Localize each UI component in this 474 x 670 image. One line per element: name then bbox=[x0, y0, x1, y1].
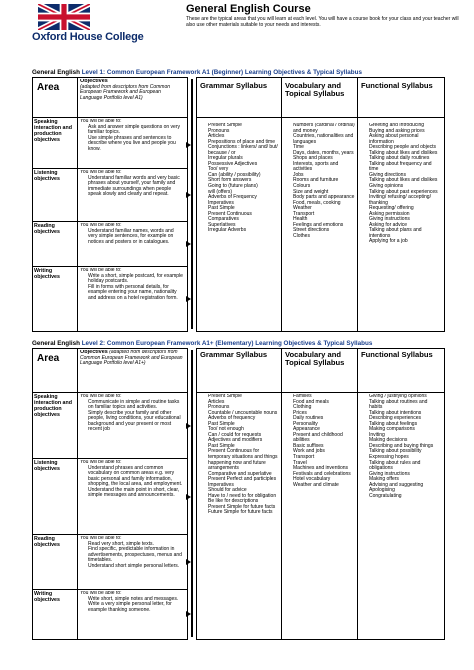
syllabus-item: • Talking about rules and obligations bbox=[369, 461, 442, 472]
level2-writing-objectives bbox=[80, 591, 184, 638]
syllabus-item: • Articles bbox=[208, 134, 280, 140]
level2-writing-label: Writing objectives bbox=[34, 591, 60, 603]
level1-objectives-header bbox=[80, 79, 184, 117]
syllabus-item: • Families bbox=[293, 394, 357, 400]
level2-functional-head: Functional Syllabus bbox=[361, 350, 433, 359]
syllabus-item: • Too/ very bbox=[208, 167, 280, 173]
syllabus-item: • Making offers bbox=[369, 477, 442, 483]
arrow-icon bbox=[186, 192, 191, 198]
syllabus-item: • Size and weight bbox=[293, 190, 357, 196]
syllabus-item: • Feelings and emotions bbox=[293, 223, 357, 229]
syllabus-item: • Present Continuous bbox=[208, 212, 280, 218]
syllabus-item: • Making comparisons bbox=[369, 427, 442, 433]
level1-grammar-head: Grammar Syllabus bbox=[200, 81, 268, 90]
syllabus-item: • Past Simple bbox=[208, 206, 280, 212]
syllabus-item: • Advising and suggesting bbox=[369, 483, 442, 489]
level1-writing-objectives bbox=[80, 268, 184, 330]
level1-grammar-list bbox=[200, 123, 280, 329]
level2-objectives-header bbox=[80, 350, 184, 392]
syllabus-item: • Can / could for requests bbox=[208, 433, 280, 439]
syllabus-item: • Numbers (cardinal / ordinal) and money bbox=[293, 123, 357, 134]
syllabus-item: • Talking about likes and dislikes bbox=[369, 151, 442, 157]
syllabus-item: • Street directions bbox=[293, 228, 357, 234]
syllabus-item: • Comparatives bbox=[208, 217, 280, 223]
syllabus-item: • Have to / need to for obligation bbox=[208, 494, 280, 500]
syllabus-item: • Body parts and appearance bbox=[293, 195, 357, 201]
level1-objectives-head: Objectives bbox=[80, 79, 108, 84]
level1-vocab-list bbox=[285, 123, 357, 329]
syllabus-item: • Inviting bbox=[369, 433, 442, 439]
union-flag-logo bbox=[38, 4, 90, 30]
objective-item: • Write a short, simple postcard, for example holiday postcards. bbox=[88, 274, 184, 285]
syllabus-item: • Short form answers bbox=[208, 178, 280, 184]
syllabus-item: • Rooms and furniture bbox=[293, 178, 357, 184]
level2-listening-objectives bbox=[80, 460, 184, 534]
syllabus-item: • Talking about past experiences bbox=[369, 190, 442, 196]
course-intro: These are the typical areas that you will learn at each level. You will have a course book for your class and your teacher will also use other materials suitable to your needs and interests. bbox=[186, 16, 459, 29]
arrow-icon bbox=[186, 241, 191, 247]
syllabus-item: • Adjectives and modifiers bbox=[208, 438, 280, 444]
syllabus-item: • Adverbs of Frequency bbox=[208, 195, 280, 201]
level1-functional-head: Functional Syllabus bbox=[361, 81, 433, 90]
level2-reading-label: Reading objectives bbox=[34, 536, 60, 548]
objective-item: • Use simple phrases and sentences to describe where you live and people you know. bbox=[88, 136, 184, 153]
syllabus-item: • Interests, sports and activities bbox=[293, 162, 357, 173]
arrow-icon bbox=[186, 559, 191, 565]
syllabus-item: • Basic suffixes bbox=[293, 444, 357, 450]
syllabus-item: • Greeting and Introducing bbox=[369, 123, 442, 129]
syllabus-item: • Clothes bbox=[293, 234, 357, 240]
arrow-icon bbox=[186, 494, 191, 500]
syllabus-item: • Countable / uncountable nouns bbox=[208, 411, 280, 417]
level1-listening-label: Listening objectives bbox=[34, 170, 60, 182]
syllabus-item: • Going to (future plans) bbox=[208, 184, 280, 190]
syllabus-item: • Festivals and celebrations bbox=[293, 472, 357, 478]
arrow-icon bbox=[186, 296, 191, 302]
level2-heading-detail: Level 2: Common European Framework A1+ (Elementary) Learning Objectives & Typical Syllabus bbox=[81, 340, 373, 347]
syllabus-item: • Talking about plans and intentions bbox=[369, 228, 442, 239]
level1-bracket bbox=[191, 79, 193, 329]
syllabus-item: • Articles bbox=[208, 400, 280, 406]
objective-item: • Fill in forms with personal details, for example entering your name, nationality and address on a hotel registration form. bbox=[88, 285, 184, 302]
level2-vocab-head: Vocabulary and Topical Syllabus bbox=[285, 350, 345, 368]
syllabus-item: • Food and meals bbox=[293, 400, 357, 406]
syllabus-item: • Too/ not enough bbox=[208, 427, 280, 433]
syllabus-item: • Giving directions bbox=[369, 173, 442, 179]
syllabus-item: • Pronouns bbox=[208, 405, 280, 411]
syllabus-item: • Irregular Adverbs bbox=[208, 228, 280, 234]
syllabus-item: • Prepositions of place and time bbox=[208, 140, 280, 146]
level1-functional-list bbox=[361, 123, 442, 329]
syllabus-item: • Jobs bbox=[293, 173, 357, 179]
level1-writing-label: Writing objectives bbox=[34, 268, 60, 280]
page-title: General English Course bbox=[186, 3, 311, 15]
level2-objectives-note: (adapted from descriptors from Common European Framework and European Language Portfolio level A1+) bbox=[80, 350, 183, 367]
syllabus-item: • Asking permission bbox=[369, 212, 442, 218]
level2-speaking-label: Speaking interaction and production objectives bbox=[34, 394, 72, 418]
level1-area-title: Area bbox=[37, 82, 60, 93]
level1-heading-prefix: General English bbox=[32, 69, 82, 76]
syllabus-item: • Present Simple bbox=[208, 394, 280, 400]
level1-speaking-objectives bbox=[80, 119, 184, 168]
objective-item: • Read very short, simple texts. bbox=[88, 542, 184, 548]
level2-vocab-list bbox=[285, 394, 357, 637]
syllabus-item: • Talking about routines and habits bbox=[369, 400, 442, 411]
objectives-intro: You will be able to: bbox=[80, 119, 122, 124]
syllabus-item: • Comparative and superlative bbox=[208, 472, 280, 478]
objectives-intro: You will be able to: bbox=[80, 591, 122, 596]
syllabus-item: • Inviting/ refusing/ accepting/ thanking bbox=[369, 195, 442, 206]
level1-speaking-label: Speaking interaction and production objectives bbox=[34, 119, 72, 143]
syllabus-item: • Present and childhood abilities bbox=[293, 433, 357, 444]
syllabus-item: • Food, meals, cooking bbox=[293, 201, 357, 207]
objectives-intro: You will be able to: bbox=[80, 394, 122, 399]
syllabus-item: • Present Continuous for temporary situations and things happening now and future arrangements bbox=[208, 449, 280, 471]
syllabus-item: • Be like for descriptions bbox=[208, 499, 280, 505]
arrow-icon bbox=[186, 423, 191, 429]
objective-item: • Understand the main point in short, clear, simple messages and announcements. bbox=[88, 488, 184, 499]
syllabus-item: • Shops and places bbox=[293, 156, 357, 162]
level2-heading bbox=[32, 340, 372, 347]
objective-item: • Understand familiar words and very basic phrases about yourself, your family and immediate surroundings when people speak slowly and clearly and repeat. bbox=[88, 176, 184, 198]
syllabus-item: • Congratulating bbox=[369, 494, 442, 500]
level2-reading-objectives bbox=[80, 536, 184, 589]
syllabus-item: • Personality bbox=[293, 422, 357, 428]
level2-objectives-head: Objectives bbox=[80, 350, 108, 355]
syllabus-item: • Prices bbox=[293, 411, 357, 417]
level2-grammar-head: Grammar Syllabus bbox=[200, 350, 268, 359]
syllabus-item: • Requesting/ offering bbox=[369, 206, 442, 212]
syllabus-item: • Making decisions bbox=[369, 438, 442, 444]
objective-item: • Write short, simple notes and messages. bbox=[88, 597, 184, 603]
syllabus-item: • Giving instructions bbox=[369, 217, 442, 223]
syllabus-item: • Present Simple bbox=[208, 123, 280, 129]
syllabus-item: • Describing and buying things bbox=[369, 444, 442, 450]
syllabus-item: • Talking about daily routines bbox=[369, 156, 442, 162]
syllabus-item: • Should for advice bbox=[208, 488, 280, 494]
syllabus-item: • Future Simple for future facts bbox=[208, 510, 280, 516]
level2-area-title: Area bbox=[37, 353, 60, 364]
syllabus-item: • Time bbox=[293, 145, 357, 151]
syllabus-item: • Imperatives bbox=[208, 483, 280, 489]
level1-objectives-note: (adapted from descriptors from Common European Framework and European Language Portfolio level A1) bbox=[80, 83, 171, 101]
level1-listening-objectives bbox=[80, 170, 184, 221]
syllabus-item: • Weather bbox=[293, 206, 357, 212]
syllabus-item: • Talking about likes and dislikes bbox=[369, 178, 442, 184]
syllabus-item: • Present Simple for future facts bbox=[208, 505, 280, 511]
level2-speaking-objectives bbox=[80, 394, 184, 458]
objective-item: • Communicate in simple and routine tasks on familiar topics and activities. bbox=[88, 400, 184, 411]
syllabus-item: • will (offers) bbox=[208, 190, 280, 196]
level2-bracket bbox=[191, 350, 193, 637]
objective-item: • Write a very simple personal letter, for example thanking someone. bbox=[88, 602, 184, 613]
syllabus-item: • Expressing hopes bbox=[369, 455, 442, 461]
objective-item: • Ask and answer simple questions on very familiar topics. bbox=[88, 125, 184, 136]
syllabus-item: • Conjunctions : linkers/ and/ but/ because / or bbox=[208, 145, 280, 156]
syllabus-item: • Talking about possibility bbox=[369, 449, 442, 455]
syllabus-item: • Machines and inventions bbox=[293, 466, 357, 472]
syllabus-item: • Applying for a job bbox=[369, 239, 442, 245]
syllabus-item: • Transport bbox=[293, 212, 357, 218]
objectives-intro: You will be able to: bbox=[80, 268, 122, 273]
syllabus-item: • Talking about intentions bbox=[369, 411, 442, 417]
objectives-intro: You will be able to: bbox=[80, 170, 122, 175]
syllabus-item: • Can (ability / possibility) bbox=[208, 173, 280, 179]
syllabus-item: • Irregular plurals bbox=[208, 156, 280, 162]
syllabus-item: • Weather and climate bbox=[293, 483, 357, 489]
level1-reading-label: Reading objectives bbox=[34, 223, 60, 235]
syllabus-item: • Days, dates, months, years bbox=[293, 151, 357, 157]
syllabus-item: • Past Simple bbox=[208, 444, 280, 450]
syllabus-item: • Travel bbox=[293, 461, 357, 467]
syllabus-item: • Clothing bbox=[293, 405, 357, 411]
level1-heading-detail: Level 1: Common European Framework A1 (Beginner) Learning Objectives & Typical Syllabus bbox=[81, 69, 362, 76]
syllabus-item: • Possessive Adjectives bbox=[208, 162, 280, 168]
objective-item: • Simply describe your family and other people, living conditions, your educational background and your present or most recent job bbox=[88, 411, 184, 433]
syllabus-item: • Asking about personal information bbox=[369, 134, 442, 145]
level1-reading-objectives bbox=[80, 223, 184, 266]
syllabus-item: • Pronouns bbox=[208, 129, 280, 135]
syllabus-item: • Giving opinions bbox=[369, 184, 442, 190]
syllabus-item: • Apologising bbox=[369, 488, 442, 494]
level1-vocab-head: Vocabulary and Topical Syllabus bbox=[285, 81, 345, 99]
objectives-intro: You will be able to: bbox=[80, 460, 122, 465]
syllabus-item: • Health bbox=[293, 217, 357, 223]
objective-item: • Find specific, predictable information in advertisements, prospectuses, menus and timetables. bbox=[88, 547, 184, 564]
objective-item: • Understand phrases and common vocabulary on common areas e.g. very basic personal and family information, shopping, the local area, and employment. bbox=[88, 466, 184, 488]
level2-heading-prefix: General English bbox=[32, 340, 82, 347]
syllabus-item: • Superlatives bbox=[208, 223, 280, 229]
syllabus-item: • Talking about feelings bbox=[369, 422, 442, 428]
college-logo-text: Oxford House College bbox=[32, 31, 144, 43]
syllabus-item: • Transport bbox=[293, 455, 357, 461]
objectives-intro: You will be able to: bbox=[80, 223, 122, 228]
objective-item: • Understand familiar names, words and very simple sentences, for example on notices and posters or in catalogues. bbox=[88, 229, 184, 246]
level2-grammar-list bbox=[200, 394, 280, 637]
objective-item: • Understand short simple personal letters. bbox=[88, 564, 184, 570]
syllabus-item: • Appearance bbox=[293, 427, 357, 433]
level1-heading bbox=[32, 69, 362, 76]
arrow-icon bbox=[186, 142, 191, 148]
syllabus-item: • Adverbs of frequency bbox=[208, 416, 280, 422]
syllabus-item: • Describing people and objects bbox=[369, 145, 442, 151]
syllabus-item: • Imperatives bbox=[208, 201, 280, 207]
arrow-icon bbox=[186, 611, 191, 617]
syllabus-item: • Buying and asking prices bbox=[369, 129, 442, 135]
syllabus-item: • Countries, nationalities and languages bbox=[293, 134, 357, 145]
level2-functional-list bbox=[361, 394, 442, 637]
syllabus-item: • Work and jobs bbox=[293, 449, 357, 455]
level2-listening-label: Listening objectives bbox=[34, 460, 60, 472]
syllabus-item: • Giving / justifying opinions bbox=[369, 394, 442, 400]
syllabus-item: • Asking for advice bbox=[369, 223, 442, 229]
syllabus-item: • Hotel vocabulary bbox=[293, 477, 357, 483]
syllabus-item: • Present Perfect and participles bbox=[208, 477, 280, 483]
syllabus-item: • Colours bbox=[293, 184, 357, 190]
syllabus-item: • Daily routines bbox=[293, 416, 357, 422]
syllabus-item: • Past Simple bbox=[208, 422, 280, 428]
syllabus-item: • Describing experiences bbox=[369, 416, 442, 422]
syllabus-item: • Talking about frequency and time bbox=[369, 162, 442, 173]
objectives-intro: You will be able to: bbox=[80, 536, 122, 541]
syllabus-item: • Giving instructions bbox=[369, 472, 442, 478]
